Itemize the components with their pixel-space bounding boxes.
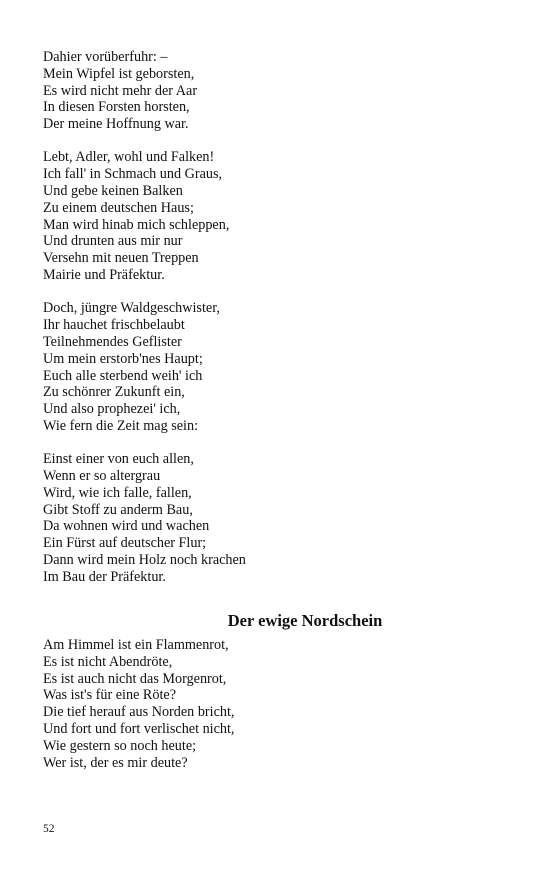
verse-line: Die tief herauf aus Norden bricht,: [43, 704, 235, 721]
verse-line: Und drunten aus mir nur: [43, 233, 183, 250]
stanza-3: [43, 300, 513, 434]
verse-line: Wird, wie ich falle, fallen,: [43, 484, 192, 501]
verse-line: Wie gestern so noch heute;: [43, 737, 197, 754]
verse-line: Teilnehmendes Geflister: [43, 333, 182, 350]
verse-line: Im Bau der Präfektur.: [43, 568, 166, 585]
verse-line: Dahier vorüberfuhr: –: [43, 49, 168, 65]
verse-line: Zu schönrer Zukunft ein,: [43, 384, 185, 401]
verse-line: Mein Wipfel ist geborsten,: [43, 65, 195, 82]
verse-line: Und also prophezei' ich,: [43, 401, 181, 418]
verse-line: In diesen Forsten horsten,: [43, 99, 190, 116]
verse-line: Doch, jüngre Waldgeschwister,: [43, 300, 220, 317]
verse-line: Es ist nicht Abendröte,: [43, 653, 173, 670]
verse-line: Dann wird mein Holz noch krachen: [43, 552, 246, 569]
page-number: 52: [43, 823, 55, 835]
verse-line: Man wird hinab mich schleppen,: [43, 216, 230, 233]
verse-line: Wie fern die Zeit mag sein:: [43, 417, 199, 434]
verse-line: Lebt, Adler, wohl und Falken!: [43, 149, 215, 166]
verse-line: Und gebe keinen Balken: [43, 183, 183, 200]
stanza-4: [43, 451, 513, 585]
poem-continuation: [43, 49, 513, 602]
poem-stanza: [43, 637, 513, 771]
verse-line: Euch alle sterbend weih' ich: [43, 367, 203, 384]
verse-line: Um mein erstorb'nes Haupt;: [43, 350, 203, 367]
verse-line: Da wohnen wird und wachen: [43, 518, 210, 535]
stanza-1: [43, 49, 513, 133]
verse-line: Mairie und Präfektur.: [43, 267, 165, 284]
verse-line: Was ist's für eine Röte?: [43, 687, 177, 704]
verse-line: Wer ist, der es mir deute?: [43, 754, 188, 771]
verse-line: Einst einer von euch allen,: [43, 451, 194, 468]
verse-line: Zu einem deutschen Haus;: [43, 199, 194, 216]
verse-line: Der meine Hoffnung war.: [43, 116, 189, 133]
verse-line: Ein Fürst auf deutscher Flur;: [43, 535, 207, 552]
stanza-2: [43, 149, 513, 283]
verse-line: Ihr hauchet frischbelaubt: [43, 317, 185, 334]
verse-line: Und fort und fort verlischet nicht,: [43, 720, 235, 737]
verse-line: Am Himmel ist ein Flammenrot,: [43, 637, 229, 653]
verse-line: Versehn mit neuen Treppen: [43, 250, 199, 267]
verse-line: Es ist auch nicht das Morgenrot,: [43, 670, 227, 687]
poem-title: Der ewige Nordschein: [227, 611, 383, 630]
verse-line: Ich fall' in Schmach und Graus,: [43, 166, 223, 183]
verse-line: Es wird nicht mehr der Aar: [43, 82, 198, 99]
verse-line: Gibt Stoff zu anderm Bau,: [43, 501, 193, 518]
verse-line: Wenn er so altergrau: [43, 468, 161, 485]
